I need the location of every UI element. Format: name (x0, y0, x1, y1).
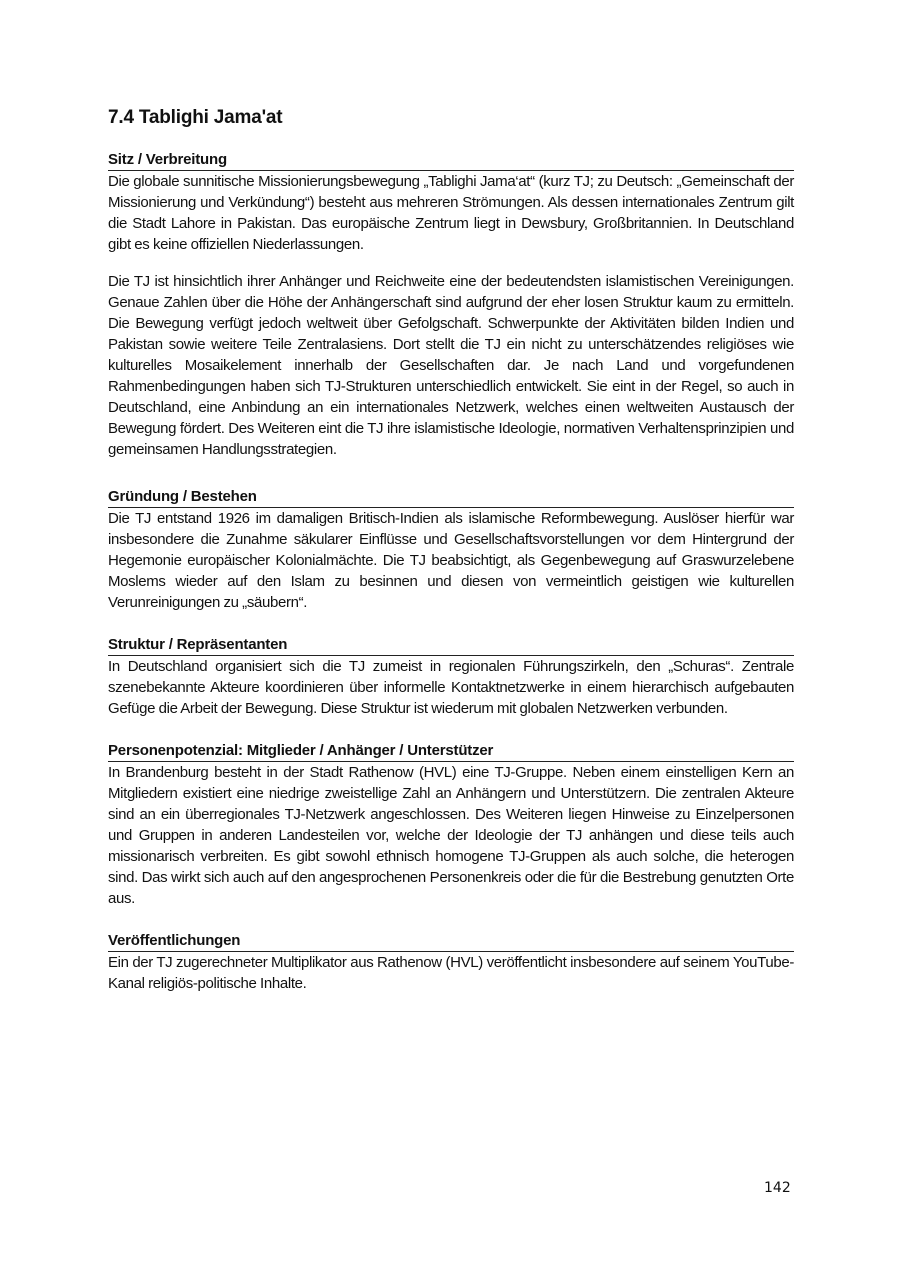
paragraph: Die TJ entstand 1926 im damaligen Britisch-Indien als islamische Reformbewegung. Auslöser hierfür war insbesondere die Zunahme säkularer Einflüsse und Gesellschaftsvorstellungen vor dem Hintergrund der Hegemonie europäischer Kolonialmächte. Die TJ beabsichtigt, als Gegenbewegung auf Graswurzelebene Moslems wieder auf den Islam zu besinnen und diesen von vermeintlich geistigen wie kulturellen Verunreinigungen zu „säubern“. (108, 510, 794, 611)
section-heading: Gründung / Bestehen (108, 488, 794, 508)
paragraph: In Deutschland organisiert sich die TJ zumeist in regionalen Führungszirkeln, den „Schuras“. Zentrale szenebekannte Akteure koordinieren über informelle Kontaktnetzwerke in einem hierarchisch aufgebauten Gefüge die Arbeit der Bewegung. Diese Struktur ist wiederum mit globalen Netzwerken verbunden. (108, 658, 794, 717)
section-heading: Sitz / Verbreitung (108, 151, 794, 171)
paragraph: In Brandenburg besteht in der Stadt Rathenow (HVL) eine TJ-Gruppe. Neben einem einstelligen Kern an Mitgliedern existiert eine niedrige zweistellige Zahl an Anhängern und Unterstützern. Die zentralen Akteure sind an ein überregionales TJ-Netzwerk angeschlossen. Des Weiteren liegen Hinweise zu Einzelpersonen und Gruppen in anderen Landesteilen vor, welche der Ideologie der TJ anhängen und diese teils auch missionarisch verbreiten. Es gibt sowohl ethnisch homogene TJ-Gruppen als auch solche, die heterogen sind. Das wirkt sich auch auf den angesprochenen Personenkreis oder die für die Bestrebung genutzten Orte aus. (108, 764, 794, 907)
section-veroeffentlichungen (108, 932, 794, 994)
page-number: 142 (764, 1180, 791, 1196)
section-personenpotenzial (108, 742, 794, 909)
page-title: 7.4 Tablighi Jama'at (108, 107, 283, 128)
section-sitz-verbreitung (108, 151, 794, 460)
section-gruendung-bestehen (108, 488, 794, 613)
paragraph: Die TJ ist hinsichtlich ihrer Anhänger und Reichweite eine der bedeutendsten islamistischen Vereinigungen. Genaue Zahlen über die Höhe der Anhängerschaft sind aufgrund der eher losen Struktur kaum zu ermitteln. Die Bewegung verfügt jedoch weltweit über Gefolgschaft. Schwerpunkte der Aktivitäten bilden Indien und Pakistan sowie weitere Teile Zentralasiens. Dort stellt die TJ ein nicht zu unterschätzendes religiöses wie kulturelles Mosaikelement innerhalb der Gesellschaften dar. Je nach Land und vorgefundenen Rahmenbedingungen haben sich TJ-Strukturen unterschiedlich entwickelt. Sie eint in der Regel, so auch in Deutschland, eine Anbindung an ein internationales Netzwerk, welches einen weltweiten Austausch der Bewegung fördert. Des Weiteren eint die TJ ihre islamistische Ideologie, normativen Verhaltensprinzipien und gemeinsamen Handlungsstrategien. (108, 273, 794, 458)
section-struktur-repraesentanten (108, 636, 794, 719)
section-heading: Struktur / Repräsentanten (108, 636, 794, 656)
section-heading: Veröffentlichungen (108, 932, 794, 952)
paragraph: Ein der TJ zugerechneter Multiplikator aus Rathenow (HVL) veröffentlicht insbesondere auf seinem YouTube-Kanal religiös-politische Inhalte. (108, 954, 794, 992)
section-heading: Personenpotenzial: Mitglieder / Anhänger / Unterstützer (108, 742, 794, 762)
paragraph: Die globale sunnitische Missionierungsbewegung „Tablighi Jama‘at“ (kurz TJ; zu Deutsch: „Gemeinschaft der Missionierung und Verkündung“) besteht aus mehreren Strömungen. Als dessen internationales Zentrum gilt die Stadt Lahore in Pakistan. Das europäische Zentrum liegt in Dewsbury, Großbritannien. In Deutschland gibt es keine offiziellen Niederlassungen. (108, 173, 794, 253)
